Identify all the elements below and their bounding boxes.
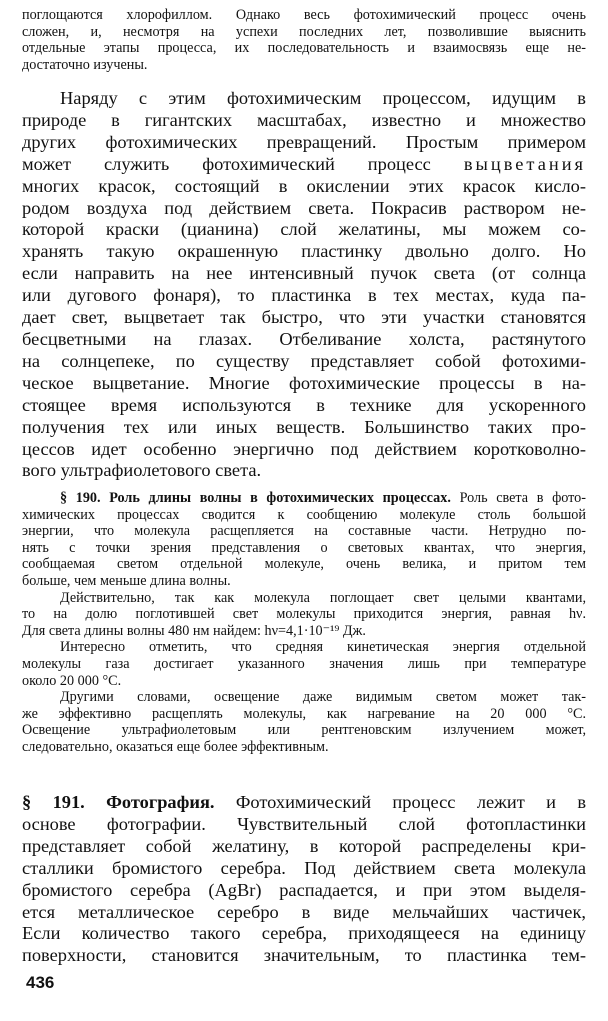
text-line: или дугового фонаря), то пластинка в тех местах, куда па- [22, 285, 586, 306]
text-line: отдельные этапы процесса, их последовательность и взаимосвязь еще не- [22, 40, 586, 57]
text-line: бромистого серебра (AgBr) распадается, и при этом выделя- [22, 879, 586, 900]
text-line: ется металлическое серебро в виде мельчайших частичек, [22, 901, 586, 922]
section-191 [22, 792, 586, 967]
text-line: если направить на нее интенсивный пучок света (от солнца [22, 263, 586, 284]
text-line: Интересно отметить, что средняя кинетическая энергия отдельной [60, 639, 586, 656]
text-line: то на долю поглотившей свет молекулы приходится энергия, равная hν. [22, 606, 586, 623]
text-line: бесцветными на глазах. Отбеливание холста, растянутого [22, 328, 586, 349]
text-line: Для света длины волны 480 нм найдем: hν=4,1·10⁻¹⁹ Дж. [22, 622, 366, 639]
spaced-term: выцветания [463, 153, 586, 174]
text-line: других фотохимических превращений. Простым примером [22, 131, 586, 152]
text-line: энергии, что молекула расщепляется на составные части. Нетрудно по- [22, 523, 586, 540]
text-fragment: Фотохимический процесс лежит и в [235, 792, 586, 812]
section-heading: § 191. Фотография. [22, 792, 215, 812]
page-number: 436 [26, 973, 55, 992]
text-line: молекулы газа достигает указанного значения лишь при температуре [22, 655, 586, 672]
text-line: получения тех или иных веществ. Большинство таких про- [22, 416, 586, 437]
text-line: многих красок, состоящий в окислении этих красок кисло- [22, 175, 586, 196]
text-line: стоящее время используются в технике для ускоренного [22, 394, 586, 415]
text-fragment: Роль света в фото- [459, 490, 587, 506]
text-line: поглощаются хлорофиллом. Однако весь фотохимический процесс очень [22, 7, 586, 23]
text-line: родом воздуха под действием света. Покрасив раствором не- [22, 197, 586, 218]
main-paragraph-photochemistry [22, 88, 586, 482]
text-line: Другими словами, освещение даже видимым светом может так- [60, 689, 586, 706]
text-line: же эффективно расщеплять молекулы, как нагревание на 20 000 °С. [22, 705, 586, 722]
text-line: на солнцепеке, по существу представляет собой фотохими- [22, 350, 586, 371]
text-line: сталлики бромистого серебра. Под действием света молекула [22, 857, 586, 878]
text-line [22, 490, 586, 507]
text-line: больше, чем меньше длина волны. [22, 572, 231, 589]
text-line: Освещение ультрафиолетовым или рентгеновским излучением может, [22, 722, 586, 739]
text-line: нять с точки зрения представления о световых квантах, что энергия, [22, 539, 586, 556]
text-line: поверхности, становится значительным, то пластинка тем- [22, 945, 586, 966]
text-line: представляет собой желатину, в которой распределены кри- [22, 835, 586, 856]
section-heading: § 190. Роль длины волны в фотохимических процессах. [60, 490, 451, 506]
text-line: следовательно, оказаться еще более эффективным. [22, 738, 329, 755]
text-line: основе фотографии. Чувствительный слой фотопластинки [22, 813, 586, 834]
text-line: ческое выцветание. Многие фотохимические процессы в на- [22, 372, 586, 393]
text-line: Наряду с этим фотохимическим процессом, идущим в [60, 88, 586, 108]
intro-paragraph [22, 7, 586, 73]
text-line: природе в гигантских масштабах, известно и множество [22, 109, 586, 130]
text-line: Если количество такого серебра, приходящееся на единицу [22, 923, 586, 944]
text-line: химических процессах сводится к сообщению молекуле столь большой [22, 506, 586, 523]
section-190 [22, 490, 586, 756]
text-line: Действительно, так как молекула поглощает свет целыми квантами, [60, 589, 586, 606]
text-line: цессов идет особенно энергично под действием коротковолно- [22, 438, 586, 459]
text-line [22, 154, 586, 176]
text-line: около 20 000 °С. [22, 672, 122, 689]
text-line: сложен, и, несмотря на успехи последних лет, позволившие выяснить [22, 23, 586, 40]
text-line: вого ультрафиолетового света. [22, 460, 262, 481]
text-line: которой краски (цианина) слой желатины, мы можем со- [22, 219, 586, 240]
text-line: дает свет, выцветает так быстро, что эти участки становятся [22, 307, 586, 328]
text-line: достаточно изучены. [22, 56, 148, 73]
text-line: хранять такую окрашенную пластинку двольно долго. Но [22, 241, 586, 262]
text-line [22, 792, 586, 814]
text-fragment: может служить фотохимический процесс [22, 153, 431, 174]
text-line: сообщаемая светом отдельной молекуле, очень велика, и притом тем [22, 556, 586, 573]
